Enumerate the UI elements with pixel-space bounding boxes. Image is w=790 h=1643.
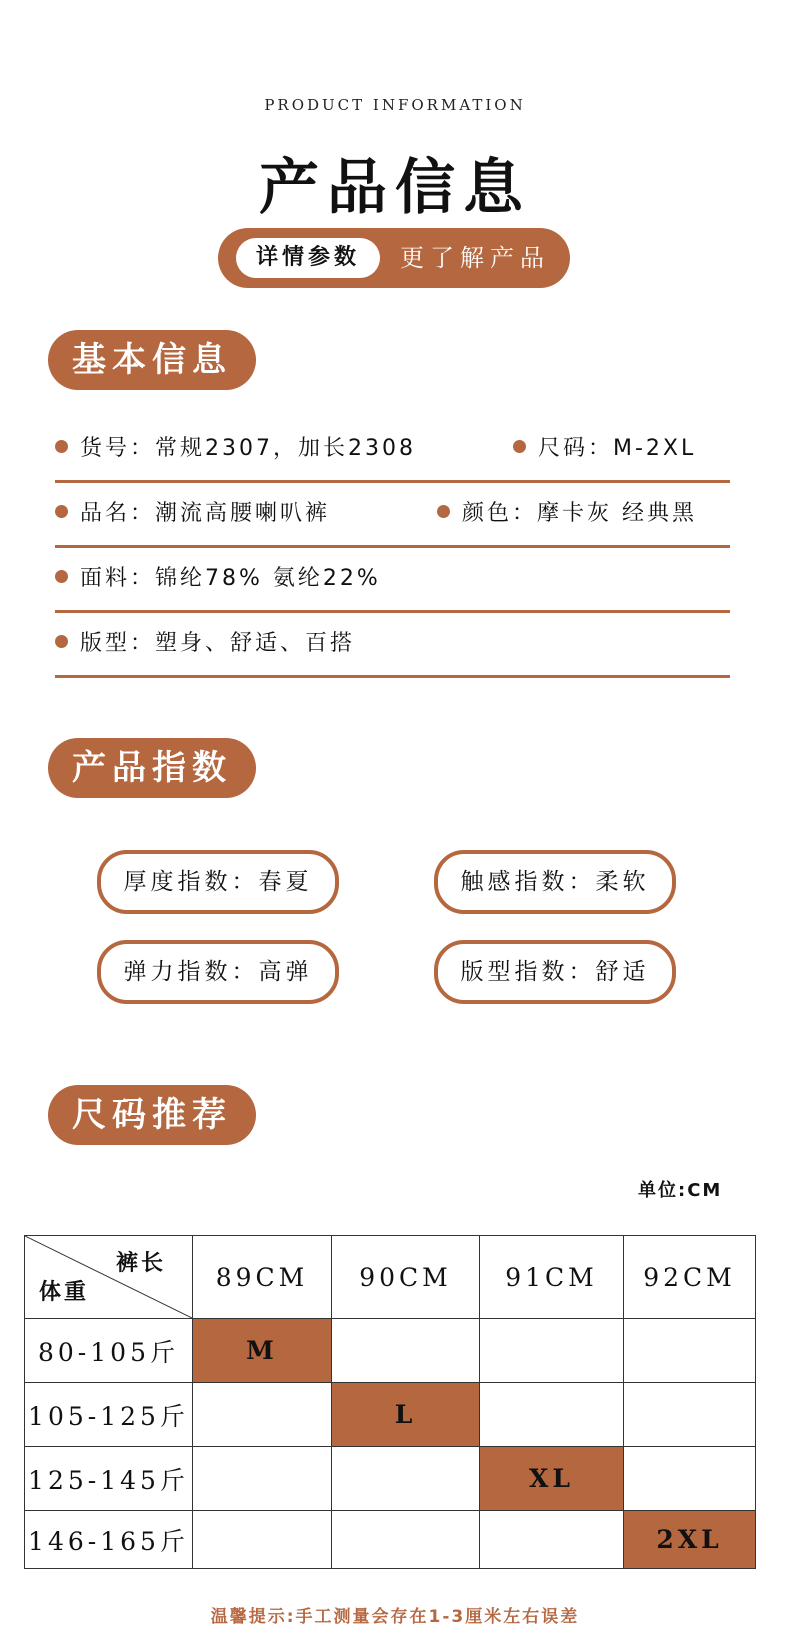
section-size-recommend: 尺码推荐 bbox=[48, 1085, 256, 1145]
bullet-icon bbox=[55, 570, 68, 583]
table-row bbox=[25, 1383, 756, 1447]
table-row bbox=[25, 1511, 756, 1569]
bullet-icon bbox=[513, 440, 526, 453]
section-product-index: 产品指数 bbox=[48, 738, 256, 798]
info-row bbox=[55, 548, 730, 613]
table-row bbox=[25, 1447, 756, 1511]
empty-cell bbox=[480, 1319, 624, 1383]
measurement-tip: 温馨提示:手工测量会存在1-3厘米左右误差 bbox=[210, 1607, 580, 1627]
corner-cell bbox=[25, 1236, 193, 1319]
empty-cell bbox=[193, 1511, 332, 1569]
empty-cell bbox=[624, 1447, 756, 1511]
fit-type: 版型：塑身、舒适、百搭 bbox=[80, 631, 356, 656]
empty-cell bbox=[193, 1383, 332, 1447]
empty-cell bbox=[332, 1511, 480, 1569]
size-cell: XL bbox=[480, 1447, 624, 1511]
english-title: PRODUCT INFORMATION bbox=[264, 96, 526, 114]
elasticity-index: 弹力指数：高弹 bbox=[97, 940, 339, 1004]
bullet-icon bbox=[55, 635, 68, 648]
weight-label: 体重 bbox=[39, 1279, 90, 1305]
table-header-row bbox=[25, 1236, 756, 1319]
weight-cell: 105-125斤 bbox=[25, 1383, 193, 1447]
empty-cell bbox=[624, 1319, 756, 1383]
size-cell: L bbox=[332, 1383, 480, 1447]
column-header: 91CM bbox=[480, 1236, 624, 1319]
column-header: 89CM bbox=[193, 1236, 332, 1319]
thickness-index: 厚度指数：春夏 bbox=[97, 850, 339, 914]
weight-cell: 125-145斤 bbox=[25, 1447, 193, 1511]
detail-pill-label: 详情参数 bbox=[236, 238, 380, 278]
empty-cell bbox=[332, 1319, 480, 1383]
bullet-icon bbox=[55, 505, 68, 518]
item-number: 货号：常规2307，加长2308 bbox=[80, 436, 416, 461]
empty-cell bbox=[193, 1447, 332, 1511]
size-table bbox=[24, 1235, 756, 1569]
touch-index: 触感指数：柔软 bbox=[434, 850, 676, 914]
empty-cell bbox=[480, 1383, 624, 1447]
info-row bbox=[55, 418, 730, 483]
fit-index: 版型指数：舒适 bbox=[434, 940, 676, 1004]
empty-cell bbox=[480, 1511, 624, 1569]
empty-cell bbox=[332, 1447, 480, 1511]
table-row bbox=[25, 1319, 756, 1383]
product-colors: 颜色：摩卡灰 经典黑 bbox=[462, 501, 697, 526]
product-name: 品名：潮流高腰喇叭裤 bbox=[80, 501, 331, 526]
weight-cell: 146-165斤 bbox=[25, 1511, 193, 1569]
bullet-icon bbox=[55, 440, 68, 453]
unit-label: 单位:CM bbox=[638, 1180, 723, 1201]
empty-cell bbox=[624, 1383, 756, 1447]
size-cell: M bbox=[193, 1319, 332, 1383]
info-row bbox=[55, 613, 730, 678]
info-row bbox=[55, 483, 730, 548]
bullet-icon bbox=[437, 505, 450, 518]
size-range: 尺码：M-2XL bbox=[538, 436, 697, 461]
column-header: 92CM bbox=[624, 1236, 756, 1319]
detail-pill-subtitle: 更了解产品 bbox=[400, 244, 550, 272]
size-cell: 2XL bbox=[624, 1511, 756, 1569]
weight-cell: 80-105斤 bbox=[25, 1319, 193, 1383]
length-label: 裤长 bbox=[115, 1250, 166, 1276]
section-basic-info: 基本信息 bbox=[48, 330, 256, 390]
page-title: 产品信息 bbox=[259, 153, 531, 223]
column-header: 90CM bbox=[332, 1236, 480, 1319]
fabric: 面料：锦纶78% 氨纶22% bbox=[80, 566, 381, 591]
